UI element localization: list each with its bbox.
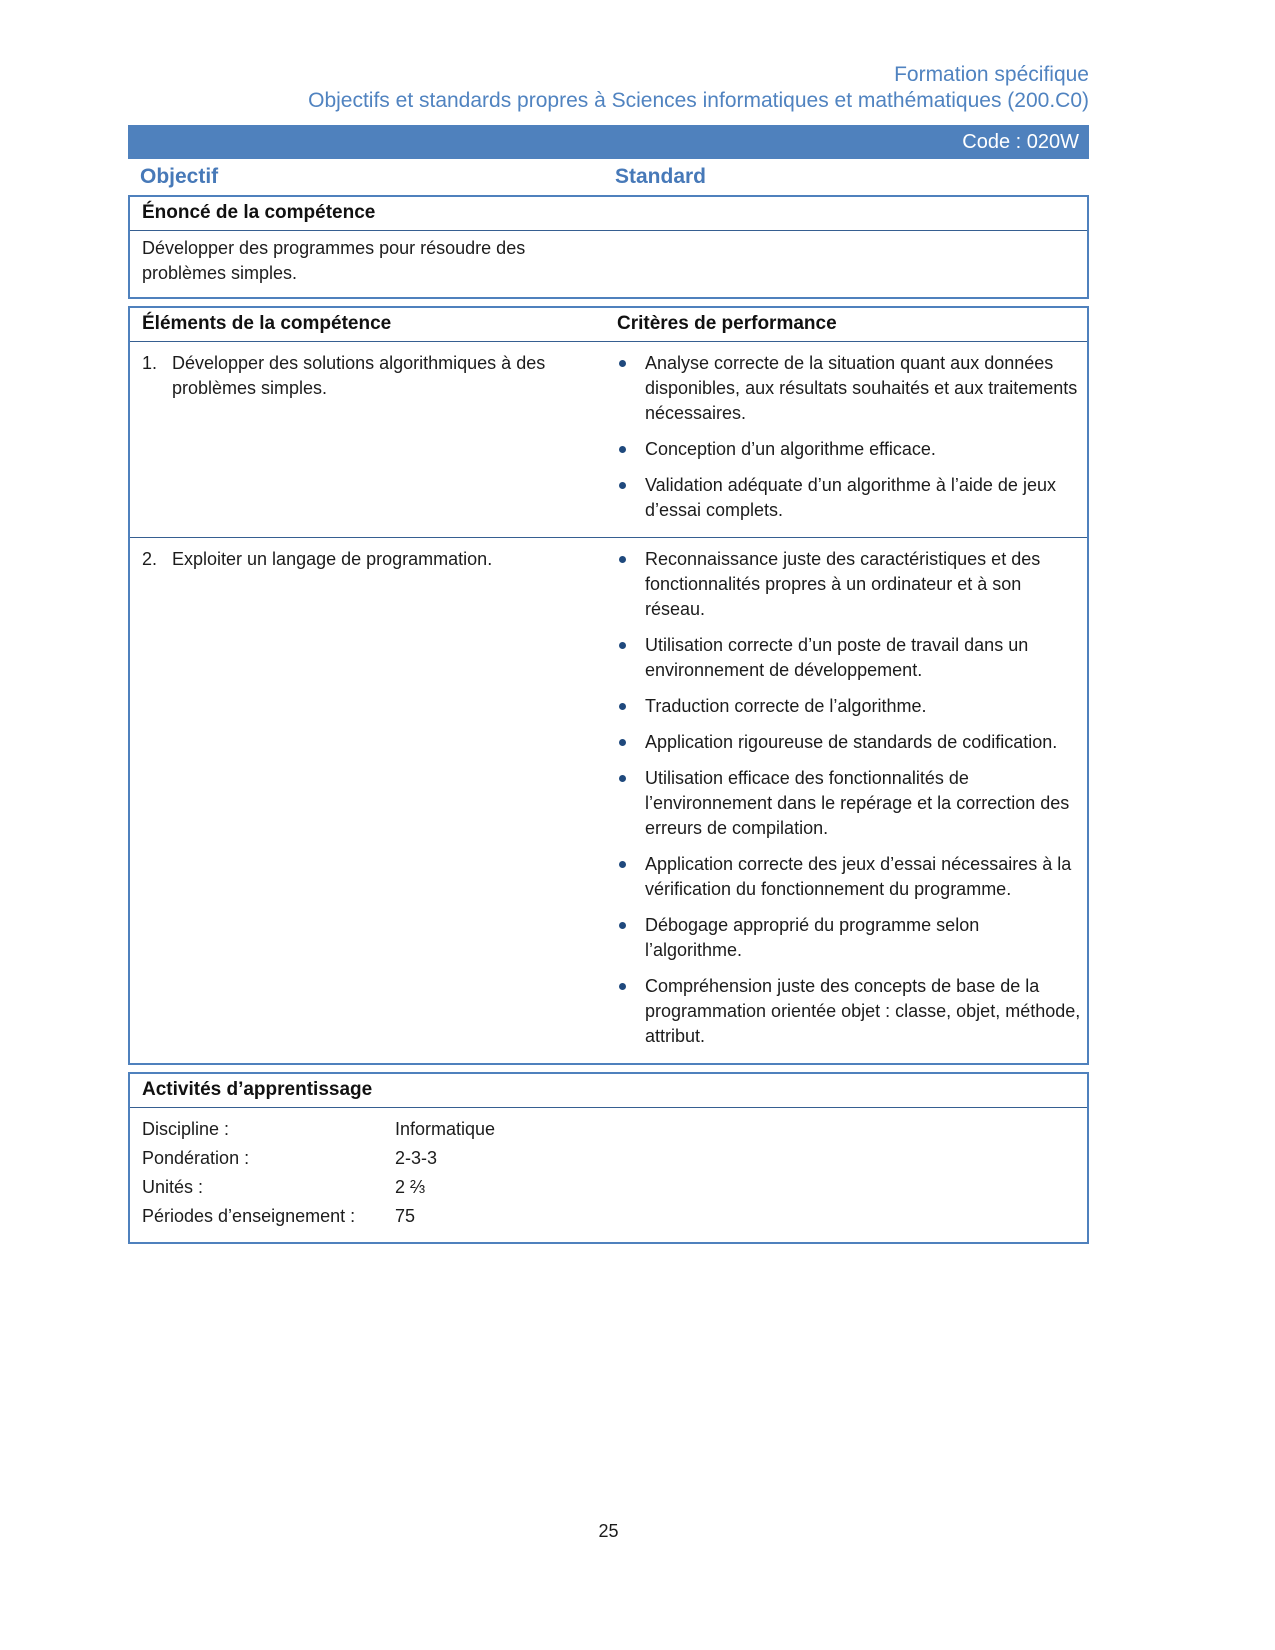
bullet-icon bbox=[619, 861, 626, 868]
enonce-text: Développer des programmes pour résoudre des problèmes simples. bbox=[142, 238, 526, 283]
criterion-text: Application rigoureuse de standards de codification. bbox=[645, 732, 1058, 752]
element-cell bbox=[130, 351, 617, 525]
elements-header: Éléments de la compétence bbox=[142, 313, 392, 334]
activites-section bbox=[128, 1072, 1089, 1244]
element-text: Développer des solutions algorithmiques à des problèmes simples. bbox=[172, 353, 546, 398]
enonce-title: Énoncé de la compétence bbox=[130, 197, 1087, 231]
page-number: 25 bbox=[598, 1521, 619, 1541]
activity-label: Périodes d’enseignement : bbox=[142, 1206, 356, 1226]
criterion-text: Utilisation efficace des fonctionnalités de l’environnement dans le repérage et la correction des erreurs de compilation. bbox=[645, 768, 1070, 838]
activity-value: 75 bbox=[395, 1206, 416, 1226]
competence-section bbox=[128, 306, 1089, 1065]
competence-row bbox=[130, 342, 1087, 537]
bullet-icon bbox=[619, 360, 626, 367]
activity-value: Informatique bbox=[395, 1119, 496, 1139]
element-number: 2. bbox=[142, 549, 158, 569]
activity-row bbox=[130, 1144, 1087, 1173]
bullet-icon bbox=[619, 556, 626, 563]
column-title-objectif: Objectif bbox=[140, 165, 219, 188]
activites-body bbox=[130, 1108, 1087, 1242]
column-title-standard: Standard bbox=[615, 165, 707, 188]
bullet-icon bbox=[619, 703, 626, 710]
criterion-text: Traduction correcte de l’algorithme. bbox=[645, 696, 927, 716]
column-titles bbox=[128, 159, 1089, 195]
code-label: Code : 020W bbox=[962, 130, 1079, 153]
header-line-2: Objectifs et standards propres à Sciences informatiques et mathématiques (200.C0) bbox=[308, 89, 1089, 112]
criterion-item bbox=[617, 974, 1081, 1049]
activites-title: Activités d’apprentissage bbox=[130, 1074, 1087, 1108]
criterion-text: Reconnaissance juste des caractéristiques et des fonctionnalités propres à un ordinateur et à son réseau. bbox=[645, 549, 1041, 619]
bullet-icon bbox=[619, 642, 626, 649]
criterion-text: Analyse correcte de la situation quant aux données disponibles, aux résultats souhaités et aux traitements nécessaires. bbox=[645, 353, 1078, 423]
criteria-cell bbox=[617, 351, 1087, 525]
criterion-item bbox=[617, 633, 1081, 683]
activity-value: 2-3-3 bbox=[395, 1148, 438, 1168]
criterion-text: Compréhension juste des concepts de base de la programmation orientée objet : classe, objet, méthode, attribut. bbox=[645, 976, 1081, 1046]
competence-row bbox=[130, 537, 1087, 1063]
bullet-icon bbox=[619, 739, 626, 746]
bullet-icon bbox=[619, 775, 626, 782]
criterion-item bbox=[617, 473, 1081, 523]
criterion-text: Conception d’un algorithme efficace. bbox=[645, 439, 936, 459]
criterion-text: Débogage approprié du programme selon l’algorithme. bbox=[645, 915, 980, 960]
bullet-icon bbox=[619, 446, 626, 453]
criterion-item bbox=[617, 730, 1081, 755]
element-number: 1. bbox=[142, 353, 158, 373]
content-area bbox=[128, 0, 1089, 1251]
criterion-text: Application correcte des jeux d’essai nécessaires à la vérification du fonctionnement du programme. bbox=[645, 854, 1072, 899]
enonce-body bbox=[130, 231, 1087, 297]
criterion-item bbox=[617, 913, 1081, 963]
criterion-item bbox=[617, 437, 1081, 462]
bullet-icon bbox=[619, 922, 626, 929]
criteres-header: Critères de performance bbox=[617, 313, 837, 334]
header-line-1: Formation spécifique bbox=[894, 63, 1089, 86]
bullet-icon bbox=[619, 983, 626, 990]
activity-label: Discipline : bbox=[142, 1119, 230, 1139]
criterion-item bbox=[617, 694, 1081, 719]
element-cell bbox=[130, 547, 617, 1051]
competence-headers bbox=[130, 308, 1087, 342]
criteria-cell bbox=[617, 547, 1087, 1051]
criterion-text: Validation adéquate d’un algorithme à l’aide de jeux d’essai complets. bbox=[645, 475, 1056, 520]
enonce-section bbox=[128, 195, 1089, 299]
criterion-item bbox=[617, 852, 1081, 902]
code-bar bbox=[128, 125, 1089, 159]
criterion-text: Utilisation correcte d’un poste de travail dans un environnement de développement. bbox=[645, 635, 1029, 680]
criterion-item bbox=[617, 766, 1081, 841]
bullet-icon bbox=[619, 482, 626, 489]
activity-row bbox=[130, 1173, 1087, 1202]
document-header bbox=[128, 62, 1089, 114]
activity-label: Pondération : bbox=[142, 1148, 250, 1168]
element-text: Exploiter un langage de programmation. bbox=[172, 549, 493, 569]
activity-row bbox=[130, 1115, 1087, 1144]
criterion-item bbox=[617, 351, 1081, 426]
activity-value: 2 ⅔ bbox=[395, 1177, 426, 1197]
activity-row bbox=[130, 1202, 1087, 1231]
criterion-item bbox=[617, 547, 1081, 622]
activity-label: Unités : bbox=[142, 1177, 204, 1197]
